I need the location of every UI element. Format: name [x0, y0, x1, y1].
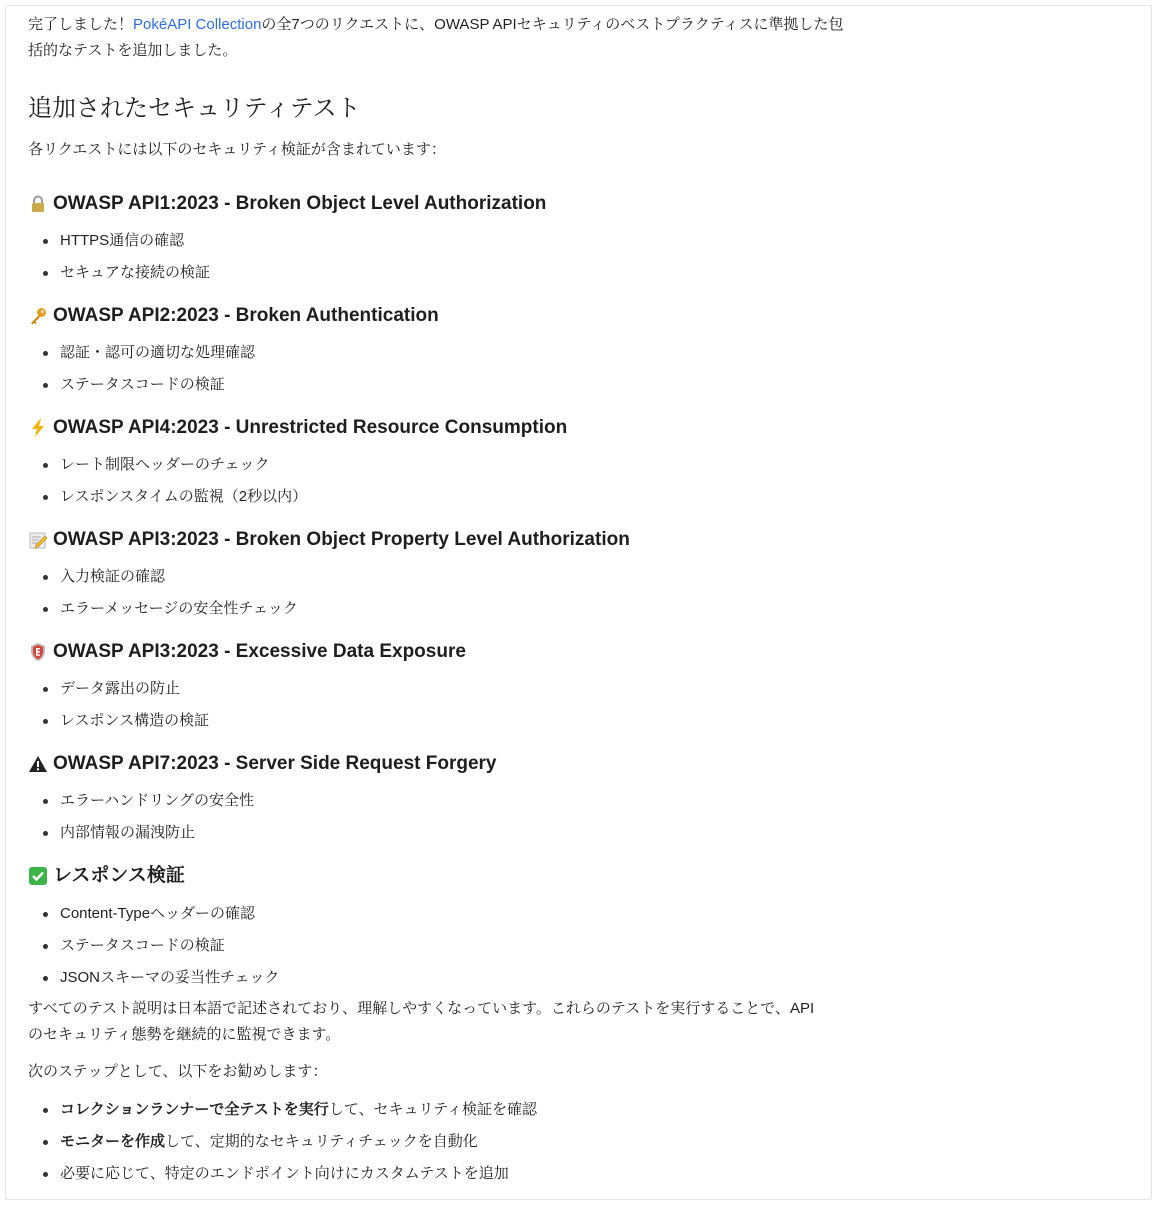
list-item: エラーメッセージの安全性チェック [28, 593, 1151, 625]
section-items [28, 785, 1151, 849]
list-item: Content-Typeヘッダーの確認 [28, 898, 1151, 930]
section-title-text: OWASP API7:2023 - Server Side Request Forgery [53, 753, 497, 774]
step-bold: コレクションランナーで全テストを実行 [60, 1101, 329, 1118]
section-title [28, 636, 1151, 668]
check-icon [28, 866, 48, 886]
section-items [28, 561, 1151, 625]
section-title-text: OWASP API1:2023 - Broken Object Level Authorization [53, 193, 547, 214]
security-section [28, 636, 1151, 737]
list-item [28, 1158, 1151, 1190]
shield-icon [28, 642, 48, 662]
section-title-text: OWASP API4:2023 - Unrestricted Resource Consumption [53, 417, 568, 438]
next-steps-intro: 次のステップとして、以下をお勧めします： [28, 1063, 328, 1080]
collection-link[interactable]: PokéAPI Collection [133, 16, 262, 33]
security-section [28, 748, 1151, 849]
step-bold: モニターを作成 [60, 1133, 166, 1150]
list-item: HTTPS通信の確認 [28, 225, 1151, 257]
list-item: 入力検証の確認 [28, 561, 1151, 593]
security-test-sections [28, 188, 1151, 994]
lock-icon [28, 194, 48, 214]
section-title-text: OWASP API3:2023 - Excessive Data Exposure [53, 641, 466, 662]
intro-paragraph [28, 12, 848, 64]
list-item: レート制限ヘッダーのチェック [28, 449, 1151, 481]
list-item: データ露出の防止 [28, 673, 1151, 705]
security-section [28, 524, 1151, 625]
step-text: して、定期的なセキュリティチェックを自動化 [165, 1133, 478, 1150]
section-title-text: OWASP API3:2023 - Broken Object Property Level Authorization [53, 529, 630, 550]
list-item: 認証・認可の適切な処理確認 [28, 337, 1151, 369]
security-section [28, 860, 1151, 994]
subheading: 各リクエストには以下のセキュリティ検証が含まれています： [28, 141, 446, 158]
warning-icon [28, 754, 48, 774]
section-items [28, 449, 1151, 513]
section-heading: 追加されたセキュリティテスト [28, 95, 361, 122]
security-section [28, 188, 1151, 289]
step-text: して、セキュリティ検証を確認 [328, 1101, 538, 1118]
section-items [28, 898, 1151, 994]
summary-paragraph: すべてのテスト説明は日本語で記述されており、理解しやすくなっています。これらのテストを実行することで、APIのセキュリティ態勢を継続的に監視できます。 [28, 1000, 815, 1043]
security-section [28, 412, 1151, 513]
section-title [28, 300, 1151, 332]
list-item: レスポンス構造の検証 [28, 705, 1151, 737]
list-item: ステータスコードの検証 [28, 930, 1151, 962]
intro-suffix: の全7つのリクエストに、OWASP APIセキュリティのベストプラクティスに準拠した包括的なテストを追加しました。 [28, 16, 844, 59]
section-title-text: OWASP API2:2023 - Broken Authentication [53, 305, 439, 326]
intro-prefix: 完了しました！ [28, 16, 134, 33]
security-section [28, 300, 1151, 401]
list-item [28, 1126, 1151, 1158]
list-item: セキュアな接続の検証 [28, 257, 1151, 289]
section-title [28, 412, 1151, 444]
memo-icon [28, 530, 48, 550]
list-item: レスポンスタイムの監視（2秒以内） [28, 481, 1151, 513]
next-steps-list [28, 1094, 1151, 1190]
section-title [28, 860, 1151, 892]
chat-message [5, 5, 1152, 1200]
section-items [28, 225, 1151, 289]
section-title [28, 524, 1151, 556]
list-item: 内部情報の漏洩防止 [28, 817, 1151, 849]
section-items [28, 337, 1151, 401]
section-items [28, 673, 1151, 737]
section-title-text: レスポンス検証 [53, 865, 185, 886]
list-item: JSONスキーマの妥当性チェック [28, 962, 1151, 994]
key-icon [28, 306, 48, 326]
section-title [28, 188, 1151, 220]
list-item: ステータスコードの検証 [28, 369, 1151, 401]
list-item [28, 1094, 1151, 1126]
list-item: エラーハンドリングの安全性 [28, 785, 1151, 817]
lightning-icon [28, 418, 48, 438]
section-title [28, 748, 1151, 780]
step-text: 必要に応じて、特定のエンドポイント向けにカスタムテストを追加 [60, 1165, 509, 1182]
